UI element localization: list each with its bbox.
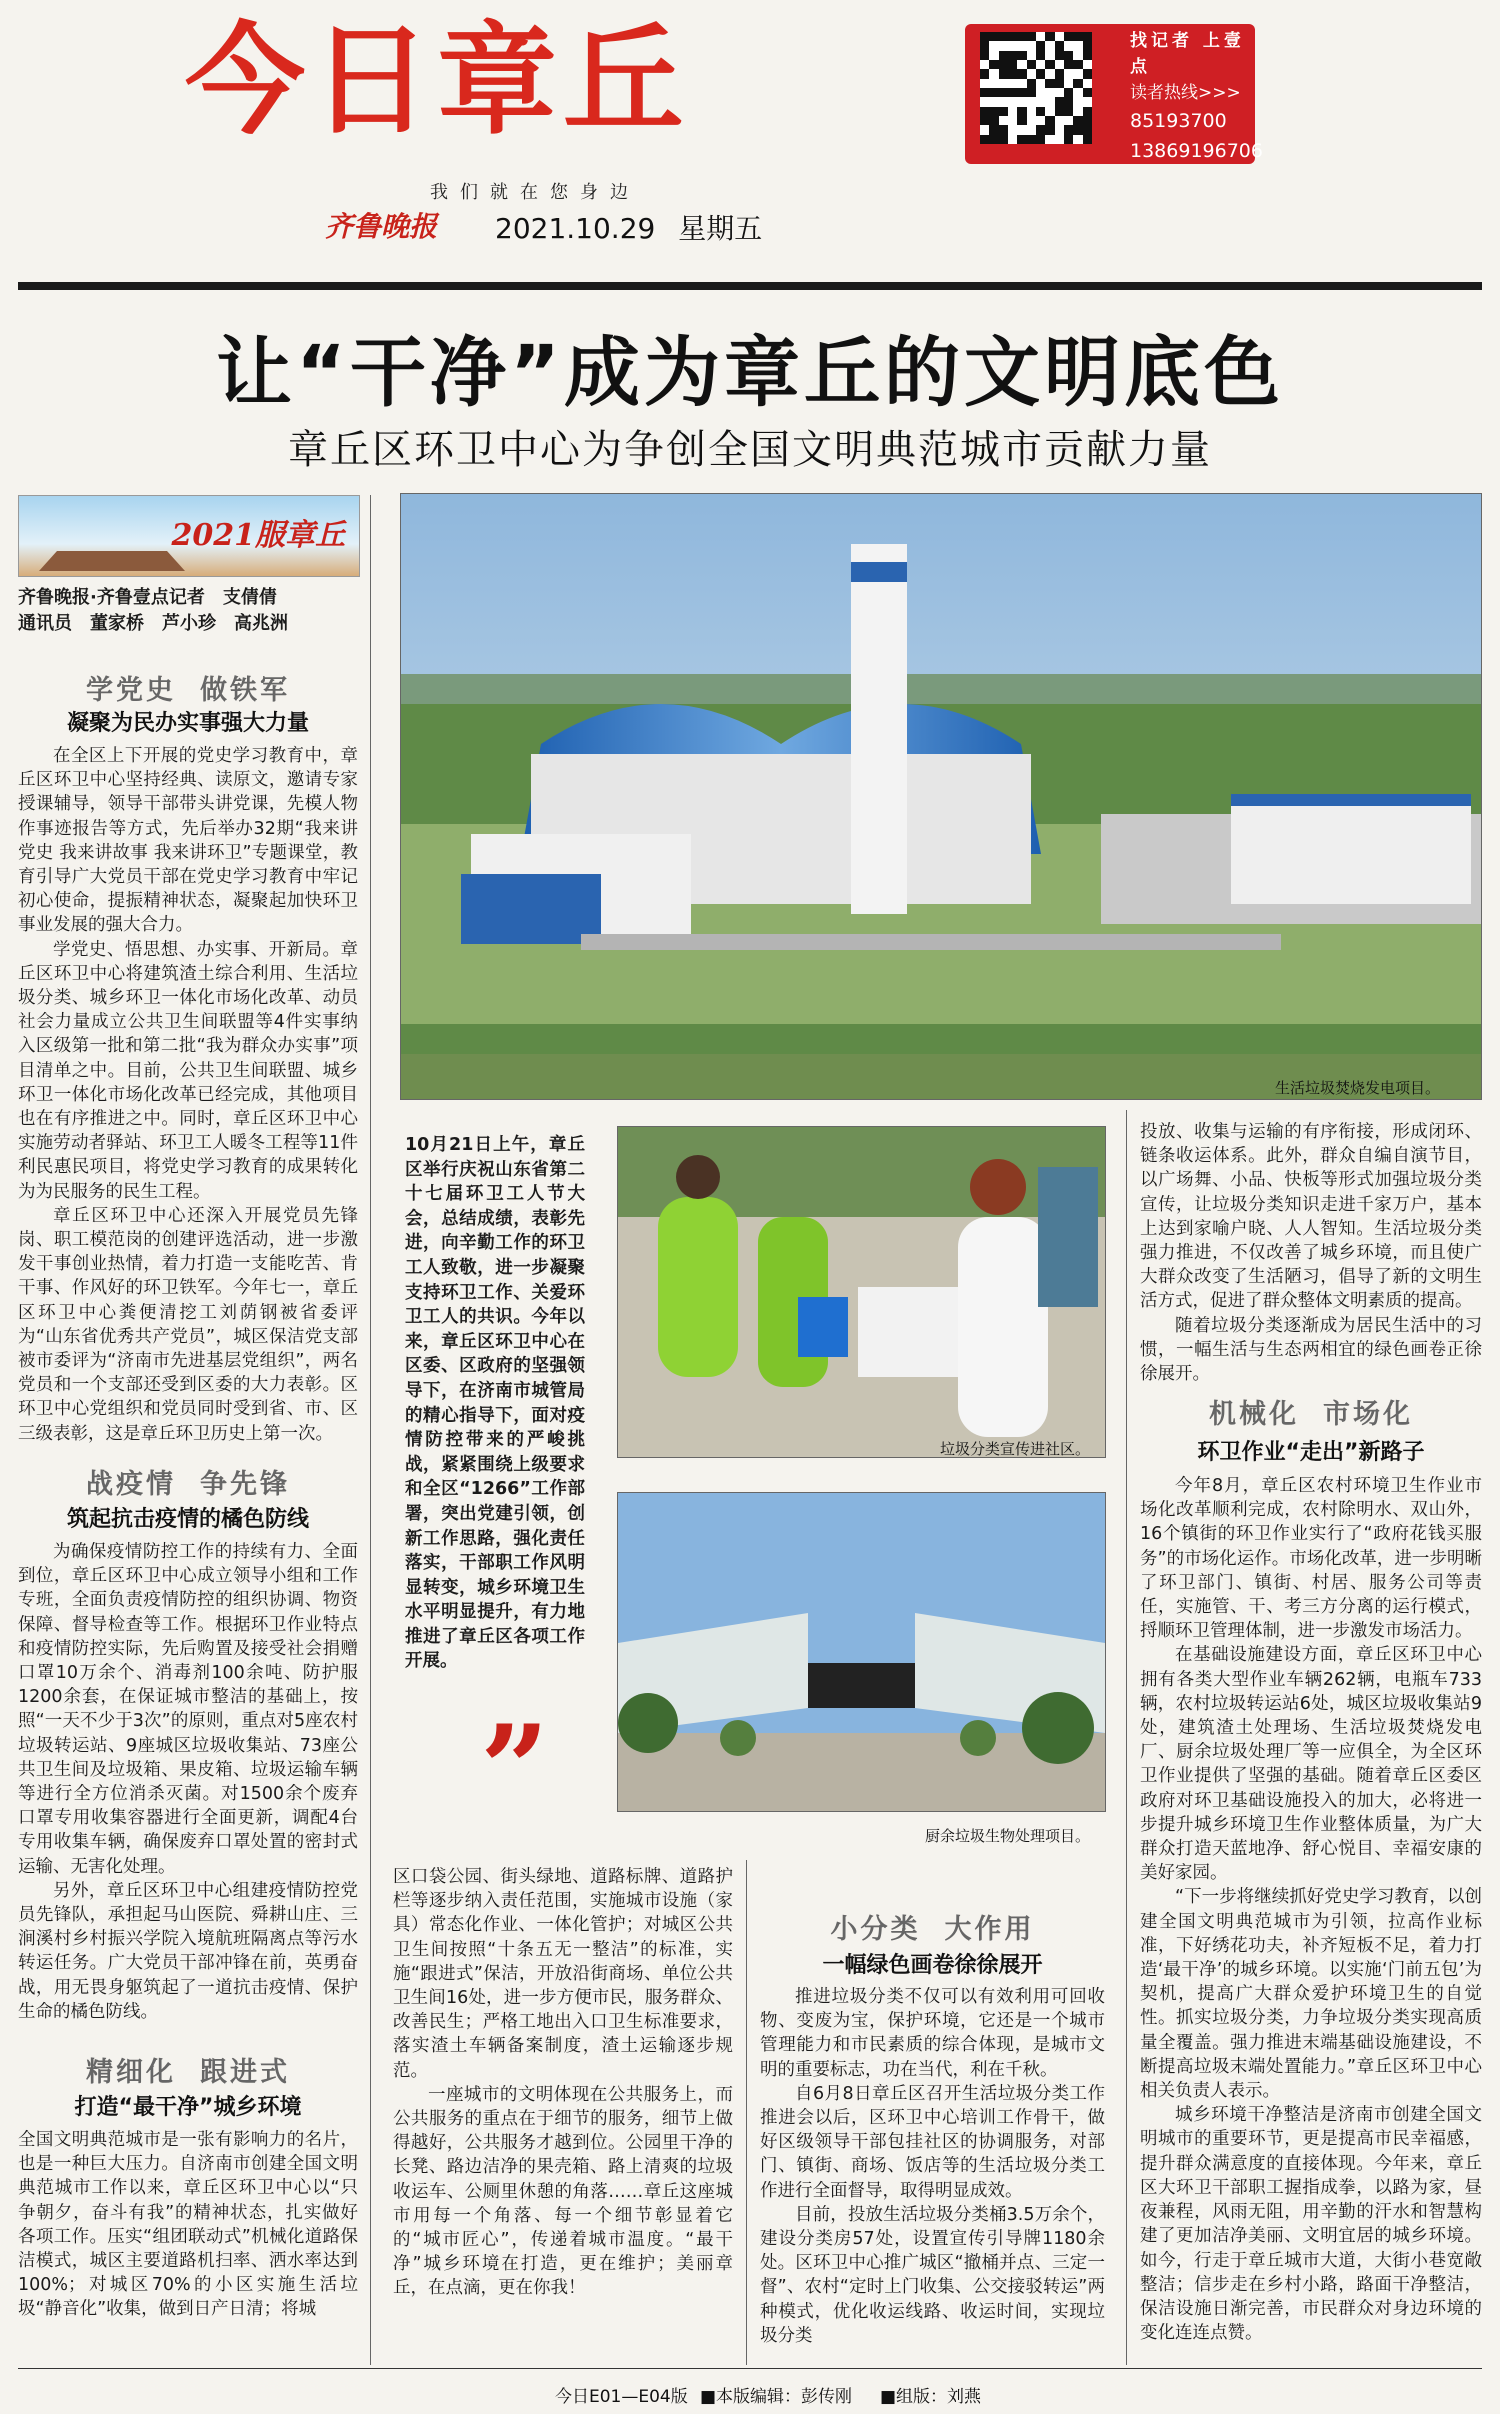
banner-image	[18, 495, 360, 577]
photo-community-event	[617, 1126, 1106, 1458]
contact-line1: 找记者 上壹点	[1130, 31, 1245, 77]
section-title-epidemic: 战疫情 争先锋	[86, 1469, 290, 1500]
paper-name: 齐鲁晚报	[325, 210, 438, 243]
masthead-rule	[18, 282, 1482, 290]
subheadline: 章丘区环卫中心为争创全国文明典范城市贡献力量	[288, 427, 1212, 473]
section-body-mechanization: 今年8月，章丘区农村环境卫生作业市场化改革顺利完成，农村除明水、双山外，16个镇街的环卫作业实行了“政府花钱买服务”的市场化运作。市场化改革，进一步明晰了环卫部门、镇街、村居、服务公司等责任，实施管、干、考三方分离的运行模式，捋顺环卫管理体制，进一步激发市场活力。 在基础设施建设方面，章丘区环卫中心拥有各类大型作业车辆262辆，电瓶车733辆，农村垃圾转运站6处，城区垃圾收集站9处，建筑渣土处理场、生活垃圾焚烧发电厂、厨余垃圾处理厂等一应俱全，为全区环卫作业提供了坚强的基础。随着章丘区委区政府对环卫基础设施投入的加大，必将进一步提升城乡环境卫生作业整体质量，为广大群众打造天蓝地净、舒心悦目、幸福安康的美好家园。 “下一步将继续抓好党史学习教育，以创建全国文明典范城市为引领，拉高作业标准，下好绣花功夫，补齐短板不足，着力打造‘最干净’的城乡环境。以实施‘门前五包’为契机，提高广大群众爱护环境卫生的自觉性。抓实垃圾分类，力争垃圾分类实现高质量全覆盖。强力推进末端基础设施建设，不断提高垃圾末端处置能力。”章丘区环卫中心相关负责人表示。 城乡环境干净整洁是济南市创建全国文明城市的重要环节，更是提高市民幸福感，提升群众满意度的直接体现。今年来，章丘区大环卫干部职工握指成拳，以路为家，昼夜兼程，风雨无阻，用辛勤的汗水和智慧构建了更加洁净美丽、文明宜居的城乡环境。如今，行走于章丘城市大道，大街小巷宽敞整洁；信步走在乡村小路，路面干净整洁，保洁设施日渐完善，市民群众对身边环境的变化连连点赞。	[1140, 1476, 1482, 2344]
caption-photo-2: 垃圾分类宣传进社区。	[940, 1440, 1091, 1458]
phone-2[interactable]: 13869196706	[1130, 140, 1263, 162]
section-sub-study-history: 凝聚为民办实事强大力量	[66, 711, 309, 736]
footer-rule	[18, 2368, 1482, 2369]
photo-greenhouse	[617, 1492, 1106, 1812]
section-sub-refinement: 打造“最干净”城乡环境	[74, 2095, 302, 2120]
column-divider-3	[1126, 1110, 1127, 2365]
section-body-classification-cont: 投放、收集与运输的有序衔接，形成闭环、链条收运体系。此外，群众自编自演节目，以广场舞、小品、快板等形式加强垃圾分类宣传，让垃圾分类知识走进千家万户，基本上达到家喻户晓、人人智知。生活垃圾分类强力推进，不仅改善了城乡环境，而且使广大群众改变了生活陋习，倡导了新的文明生活方式，促进了群众整体文明素质的提高。 随着垃圾分类逐渐成为居民生活中的习惯，一幅生活与生态两相宜的绿色画卷正徐徐展开。	[1140, 1122, 1482, 1385]
caption-photo-1: 生活垃圾焚烧发电项目。	[1275, 1079, 1441, 1097]
section-title-mechanization: 机械化 市场化	[1209, 1399, 1413, 1430]
section-body-refinement-2: 区口袋公园、街头绿地、道路标牌、道路护栏等逐步纳入责任范围，实施城市设施（家具）常态化作业、一体化管护；对城区公共卫生间按照“十条五无一整洁”的标准，实施“跟进式”保洁，开放沿街商场、单位公共卫生间16处，进一步方便市民，服务群众、改善民生；严格工地出入口卫生标准要求，落实渣土车辆备案制度，渣土运输逐步规范。 一座城市的文明体现在公共服务上，而公共服务的重点在于细节的服务，细节上做得越好，公共服务才越到位。公园里干净的长凳、路边洁净的果壳箱、路上清爽的垃圾收运车、公厕里休憩的角落……章丘这座城市用每一个角落、每一个细节彰显着它的“城市匠心”，传递着城市温度。“最干净”城乡环境在打造，更在维护；美丽章丘，在点滴，更在你我！	[393, 1867, 733, 2299]
section-sub-mechanization: 环卫作业“走出”新路子	[1197, 1440, 1425, 1465]
section-sub-epidemic: 筑起抗击疫情的橘色防线	[66, 1507, 309, 1532]
weekday: 星期五	[678, 212, 763, 245]
byline-reporter: 齐鲁晚报·齐鲁壹点记者 支倩倩	[18, 587, 277, 608]
section-title-classification: 小分类 大作用	[830, 1914, 1035, 1945]
quote-box: 10月21日上午，章丘区举行庆祝山东省第二十七届环卫工人节大会，总结成绩，表彰先进，向辛勤工作的环卫工人致敬，进一步凝聚支持环卫工作、关爱环卫工人的共识。今年以来，章丘区环卫中心在区委、区政府的坚强领导下，在济南市城管局的精心指导下，面对疫情防控带来的严峻挑战，紧紧围绕上级要求和全区“1266”工作部署，突出党建引领，创新工作思路，强化责任落实，干部职工作风明显转变，城乡环境卫生水平明显提升，有力地推进了章丘区各项工作开展。	[405, 1135, 585, 1672]
section-body-classification: 推进垃圾分类不仅可以有效利用可回收物、变废为宝，保护环境，它还是一个城市管理能力和市民素质的综合体现，是城市文明的重要标志，功在当代，利在千秋。 自6月8日章丘区召开生活垃圾分类工作推进会以后，区环卫中心培训工作骨干，做好区级领导干部包挂社区的协调服务，对部门、镇街、商场、饭店等的生活垃圾分类工作进行全面督导，取得明显成效。 目前，投放生活垃圾分类桶3.5万余个，建设分类房57处，设置宣传引导牌1180余处。区环卫中心推广城区“撤桶并点、三定一督”、农村“定时上门收集、公交接驳转运”两种模式，优化收运线路、收运时间，实现垃圾分类	[760, 1987, 1105, 2346]
photo-incineration-plant	[400, 493, 1482, 1100]
dateline	[495, 207, 762, 247]
section-title-refinement: 精细化 跟进式	[86, 2057, 290, 2088]
contact-line2: 读者热线>>>	[1130, 83, 1241, 103]
masthead-title: 今日章丘	[185, 12, 689, 151]
qr-code-icon[interactable]	[980, 32, 1092, 144]
community-event-image	[618, 1127, 1105, 1457]
byline-correspondents: 通讯员 董家桥 芦小珍 高兆洲	[18, 613, 288, 634]
pavilion-icon	[39, 521, 185, 571]
footer-pages: 今日E01—E04版	[555, 2387, 688, 2407]
section-body-epidemic: 为确保疫情防控工作的持续有力、全面到位，章丘区环卫中心成立领导小组和工作专班，全面负责疫情防控的组织协调、物资保障、督导检查等工作。根据环卫作业特点和疫情防控实际，先后购置及接受社会捐赠口罩10万余个、消毒剂100余吨、防护服1200余套，在保证城市整洁的基础上，按照“一天不少于3次”的原则，重点对5座农村垃圾转运站、9座城区垃圾收集站、73座公共卫生间及垃圾箱、果皮箱、垃圾运输车辆等进行全方位消杀灭菌。对1500余个废弃口罩专用收集容器进行全面更新，调配4台专用收集车辆，确保废弃口罩处置的密封式运输、无害化处理。 另外，章丘区环卫中心组建疫情防控党员先锋队，承担起马山医院、舜耕山庄、三涧溪村乡村振兴学院入境航班隔离点等污水转运任务。广大党员干部冲锋在前，英勇奋战，用无畏身躯筑起了一道抗击疫情、保护生命的橘色防线。	[18, 1542, 358, 2022]
hotline-info	[1130, 28, 1263, 166]
byline	[18, 585, 358, 637]
phone-1[interactable]: 85193700	[1130, 110, 1227, 132]
quote-mark-icon: ”	[480, 1699, 550, 1840]
date: 2021.10.29	[495, 212, 656, 245]
caption-photo-3: 厨余垃圾生物处理项目。	[925, 1827, 1091, 1845]
column-divider-2	[746, 1860, 747, 2365]
banner-text: 2021服章丘	[171, 518, 345, 553]
column-divider	[370, 495, 371, 2365]
incineration-plant-image	[401, 494, 1481, 1099]
section-body-refinement-1: 全国文明典范城市是一张有影响力的名片，也是一种巨大压力。自济南市创建全国文明典范城市工作以来，章丘区环卫中心以“只争朝夕，奋斗有我”的精神状态，扎实做好各项工作。压实“组团联动式”机械化道路保洁模式，城区主要道路机扫率、洒水率达到100%；对城区70%的小区实施生活垃圾“静音化”收集，做到日产日清；将城	[18, 2130, 358, 2320]
headline: 让“干净”成为章丘的文明底色	[216, 328, 1284, 417]
greenhouse-image	[618, 1493, 1105, 1811]
slogan: 我们就在您身边	[430, 182, 640, 203]
footer-editor: ■本版编辑：彭传刚	[700, 2387, 853, 2407]
section-body-study-history: 在全区上下开展的党史学习教育中，章丘区环卫中心坚持经典、读原文，邀请专家授课辅导，领导干部带头讲党课，先模人物作事迹报告等方式，先后举办32期“我来讲党史 我来讲故事 我来讲环卫”专题课堂，教育引导广大党员干部在党史学习教育中牢记初心使命，提振精神状态，凝聚起加快环卫事业发展的强大合力。 学党史、悟思想、办实事、开新局。章丘区环卫中心将建筑渣土综合利用、生活垃圾分类、城乡环卫一体化市场化改革、动员社会力量成立公共卫生间联盟等4件实事纳入区级第一批和第二批“我为群众办实事”项目清单之中。目前，公共卫生间联盟、城乡环卫一体化市场化改革已经完成，其他项目也在有序推进之中。同时，章丘区环卫中心实施劳动者驿站、环卫工人暖冬工程等11件利民惠民项目，将党史学习教育的成果转化为为民服务的民生工程。 章丘区环卫中心还深入开展党员先锋岗、职工模范岗的创建评选活动，进一步激发干事创业热情，着力打造一支能吃苦、肯干事、作风好的环卫铁军。今年七一，章丘区环卫中心粪便清挖工刘荫钢被省委评为“山东省优秀共产党员”，城区保洁党支部被市委评为“济南市先进基层党组织”，两名党员和一个支部还受到区委的大力表彰。区环卫中心党组织和党员同时受到省、市、区三级表彰，这是章丘环卫历史上第一次。	[18, 746, 358, 1444]
section-sub-classification: 一幅绿色画卷徐徐展开	[822, 1953, 1043, 1978]
footer-layout: ■组版：刘燕	[880, 2387, 982, 2407]
section-title-study-history: 学党史 做铁军	[86, 675, 290, 706]
footer	[0, 2374, 1500, 2414]
